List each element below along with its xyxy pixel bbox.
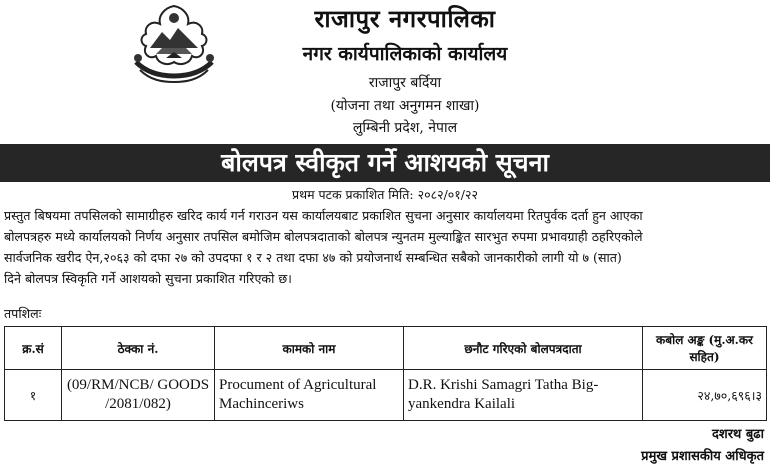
office-location: राजापुर बर्दिया	[368, 75, 442, 91]
cell-contract-no: (09/RM/NCB/ GOODS /2081/082)	[62, 370, 215, 421]
cell-amount: २४,७०,६९६।३	[643, 370, 767, 421]
notice-title: बोलपत्र स्वीकृत गर्ने आशयको सूचना	[0, 144, 770, 182]
details-label: तपशिलः	[4, 306, 42, 321]
notice-body-line: दिने बोलपत्र स्विकृति गर्ने आशयको सुचना प्रकाशित गरिएको छ।	[4, 271, 292, 286]
notice-body-line: बोलपत्रहरु मध्ये कार्यालयको निर्णय अनुसार तपसिल बमोजिम बोलपत्रदाताको बोलपत्र न्युनतम मुल्याङ्कित सारभुत रुपमा प्रभावग्राही ठहरिएकोले	[4, 229, 643, 244]
col-header-bidder: छनौट गरिएको बोलपत्रदाता	[404, 327, 643, 370]
notice-body	[4, 205, 766, 289]
province-name: लुम्बिनी प्रदेश, नेपाल	[352, 120, 458, 136]
table-row	[5, 370, 767, 421]
signatory-designation: प्रमुख प्रशासकीय अधिकृत	[641, 449, 764, 464]
section-name: (योजना तथा अनुगमन शाखा)	[330, 98, 480, 114]
col-header-work: कामको नाम	[215, 327, 404, 370]
nepal-emblem-icon	[126, 2, 222, 86]
notice-body-line: सार्वजनिक खरीद ऐन,२०६३ को दफा २७ को उपदफा १ र २ तथा दफा ४७ को प्रयोजनार्थ सम्बन्धित सबैको जानकारीको लागी यो ७ (सात)	[4, 250, 622, 265]
cell-sn: १	[5, 370, 62, 421]
col-header-sn: क्र.सं	[5, 327, 62, 370]
table-header-row	[5, 327, 767, 370]
bid-table	[4, 326, 767, 421]
cell-bidder: D.R. Krishi Samagri Tatha Big-yankendra Kailali	[404, 370, 643, 421]
published-date: प्रथम पटक प्रकाशित मिति: २०८२/०१/२२	[292, 187, 478, 202]
notice-body-line: प्रस्तुत बिषयमा तपसिलको सामाग्रीहरु खरिद कार्य गर्न गराउन यस कार्यालयबाट प्रकाशित सुचना अनुसार कार्यालयमा रितपुर्वक दर्ता हुन आएका	[4, 208, 643, 223]
cell-work-name: Procument of Agricultural Machinceriws	[215, 370, 404, 421]
office-name: नगर कार्यपालिकाको कार्यालय	[302, 43, 508, 65]
col-header-amount: कबोल अङ्क (मु.अ.कर सहित)	[643, 327, 767, 370]
col-header-contract: ठेक्का नं.	[62, 327, 215, 370]
municipality-name: राजापुर नगरपालिका	[314, 4, 496, 33]
signatory-name: दशरथ बुढा	[711, 427, 764, 442]
